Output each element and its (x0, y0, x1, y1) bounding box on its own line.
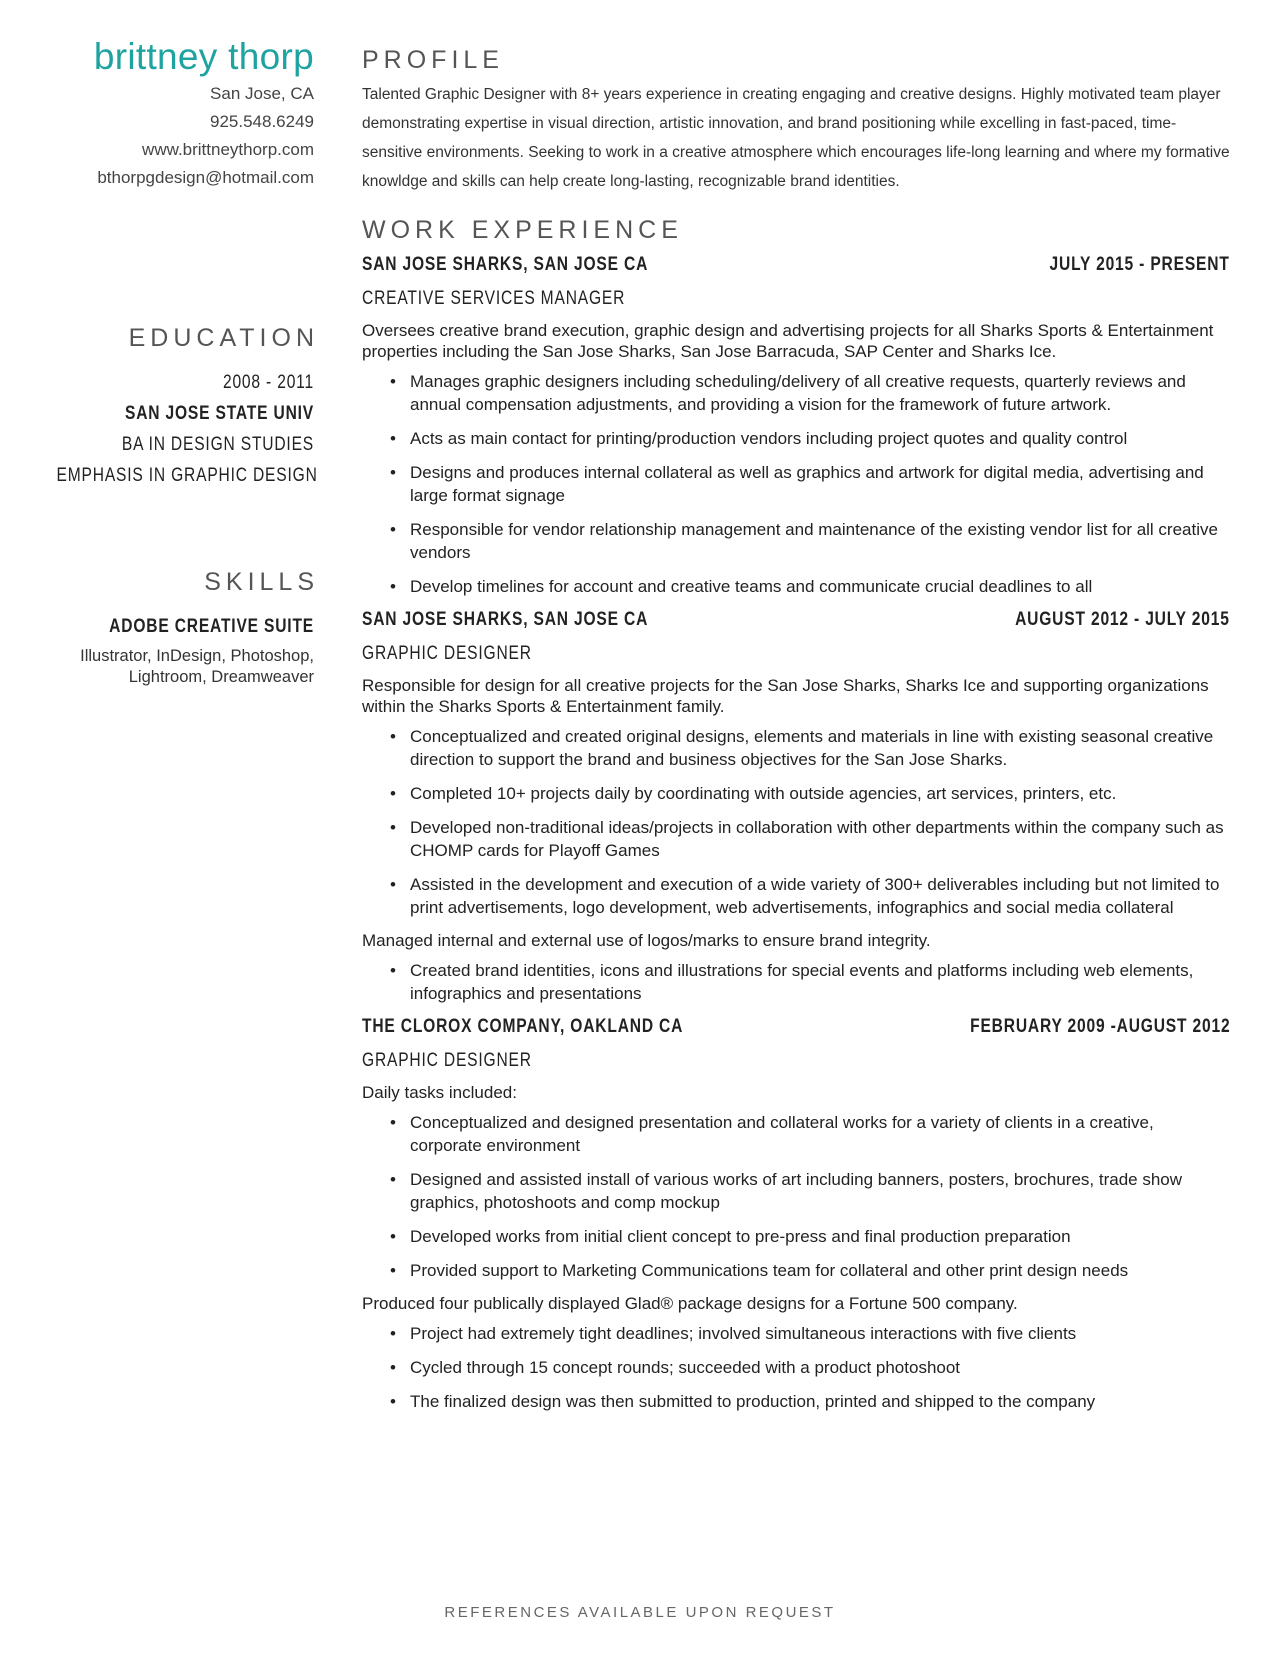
phone: 925.548.6249 (210, 112, 314, 131)
job-title: GRAPHIC DESIGNER (362, 1050, 532, 1071)
skills-group: ADOBE CREATIVE SUITE (109, 616, 314, 637)
job-dates: FEBRUARY 2009 -AUGUST 2012 (969, 1016, 1230, 1037)
list-item: • Conceptualized and designed presentation and collateral works for a variety of clients in a creative, corporate environment (390, 1111, 1230, 1157)
list-item: • Developed non-traditional ideas/projects in collaboration with other departments within the company such as CHOMP cards for Playoff Games (390, 816, 1230, 862)
education-school: SAN JOSE STATE UNIV (124, 403, 314, 424)
job-bullets (362, 1111, 1230, 1282)
list-item: • Manages graphic designers including scheduling/delivery of all creative requests, quarterly reviews and annual compensation adjustments, and providing a vision for the framework of future artwork. (390, 370, 1230, 416)
profile-heading: PROFILE (362, 46, 504, 74)
skills-section (0, 568, 319, 688)
job-title: CREATIVE SERVICES MANAGER (362, 288, 626, 309)
job-bullets (362, 725, 1230, 919)
education-years: 2008 - 2011 (222, 372, 314, 393)
list-item: • Designs and produces internal collateral as well as graphics and artwork for digital media, advertising and large format signage (390, 461, 1230, 507)
list-item: • Responsible for vendor relationship management and maintenance of the existing vendor list for all creative vendors (390, 518, 1230, 564)
job-intro: Oversees creative brand execution, graphic design and advertising projects for all Sharks Sports & Entertainment properties including the San Jose Sharks, San Jose Barracuda, SAP Center and Sharks Ice. (362, 321, 1214, 361)
job-dates: JULY 2015 - PRESENT (1049, 254, 1230, 275)
job-company: THE CLOROX COMPANY, OAKLAND CA (362, 1016, 684, 1037)
skills-list-line: Illustrator, InDesign, Photoshop, (80, 647, 314, 665)
profile-text: Talented Graphic Designer with 8+ years experience in creating engaging and creative designs. Highly motivated team player demonstrating expertise in visual direction, artistic innovation, and brand positioning while excelling in fast-paced, time-sensitive environments. Seeking to work in a creative atmosphere which encourages life-long learning and where my formative knowldge and skills can help create long-lasting, recognizable brand identities. (362, 86, 1230, 190)
job-header (362, 1016, 1230, 1046)
email-link[interactable]: bthorpgdesign@hotmail.com (97, 168, 314, 187)
job-bullets (362, 1322, 1230, 1413)
job-header (362, 254, 1230, 284)
job-title: GRAPHIC DESIGNER (362, 643, 532, 664)
education-heading: EDUCATION (128, 324, 319, 352)
skills-heading: SKILLS (204, 568, 319, 596)
job-entry (362, 254, 1230, 598)
job-bullets (362, 370, 1230, 598)
job-company: SAN JOSE SHARKS, SAN JOSE CA (362, 609, 649, 630)
job-dates: AUGUST 2012 - JULY 2015 (1015, 609, 1230, 630)
list-item: • Project had extremely tight deadlines; involved simultaneous interactions with five clients (390, 1322, 1230, 1345)
applicant-name: brittney thorp (93, 36, 314, 77)
location: San Jose, CA (210, 84, 314, 103)
list-item: • Cycled through 15 concept rounds; succeeded with a product photoshoot (390, 1356, 1230, 1379)
list-item: • Developed works from initial client concept to pre-press and final production preparation (390, 1225, 1230, 1248)
job-entry (362, 609, 1230, 1005)
list-item: • The finalized design was then submitted to production, printed and shipped to the company (390, 1390, 1230, 1413)
education-emphasis: EMPHASIS IN GRAPHIC DESIGN (56, 465, 318, 486)
job-subintro: Produced four publically displayed Glad® package designs for a Fortune 500 company. (362, 1294, 1018, 1313)
education-section (0, 324, 319, 491)
job-subintro: Managed internal and external use of logos/marks to ensure brand integrity. (362, 931, 931, 950)
work-heading: WORK EXPERIENCE (362, 216, 683, 244)
website-link[interactable]: www.brittneythorp.com (142, 140, 314, 159)
job-header (362, 609, 1230, 639)
list-item: • Acts as main contact for printing/production vendors including project quotes and quality control (390, 427, 1230, 450)
list-item: • Provided support to Marketing Communications team for collateral and other print design needs (390, 1259, 1230, 1282)
job-intro: Responsible for design for all creative projects for the San Jose Sharks, Sharks Ice and supporting organizations within the Sharks Sports & Entertainment family. (362, 676, 1209, 716)
references-footer: REFERENCES AVAILABLE UPON REQUEST (444, 1604, 836, 1621)
job-entry (362, 1016, 1230, 1413)
list-item: • Designed and assisted install of various works of art including banners, posters, brochures, trade show graphics, photoshoots and comp mockup (390, 1168, 1230, 1214)
skills-list (0, 646, 314, 688)
list-item: • Assisted in the development and execution of a wide variety of 300+ deliverables including but not limited to print advertisements, logo development, web advertisements, infographics and social media collateral (390, 873, 1230, 919)
job-bullets (362, 959, 1230, 1005)
education-degree: BA IN DESIGN STUDIES (121, 434, 315, 455)
job-company: SAN JOSE SHARKS, SAN JOSE CA (362, 254, 649, 275)
contact-block (0, 80, 314, 192)
list-item: • Develop timelines for account and creative teams and communicate crucial deadlines to all (390, 575, 1230, 598)
list-item: • Conceptualized and created original designs, elements and materials in line with existing seasonal creative direction to support the brand and business objectives for the San Jose Sharks. (390, 725, 1230, 771)
skills-list-line: Lightroom, Dreamweaver (128, 668, 314, 686)
main-content (362, 40, 1230, 1424)
job-intro: Daily tasks included: (362, 1083, 517, 1102)
list-item: • Created brand identities, icons and illustrations for special events and platforms including web elements, infographics and presentations (390, 959, 1230, 1005)
list-item: • Completed 10+ projects daily by coordinating with outside agencies, art services, printers, etc. (390, 782, 1230, 805)
